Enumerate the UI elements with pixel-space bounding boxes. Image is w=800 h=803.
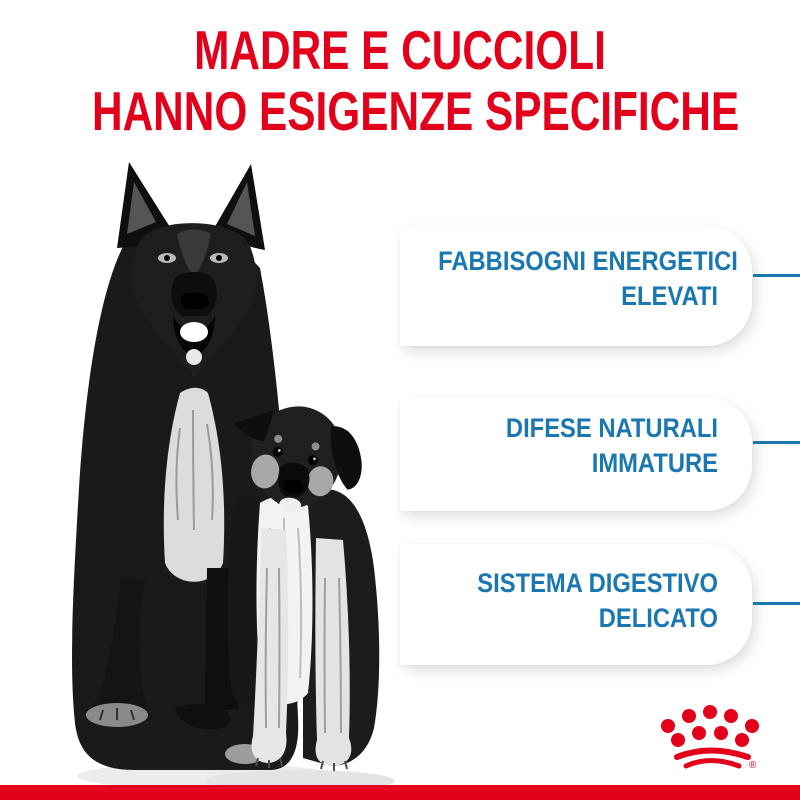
benefit-card-energy [400,226,752,346]
benefit-card-digestive [400,544,752,665]
benefit-digestive-line-2: DELICATO [598,603,718,633]
benefit-defences-line-2: IMMATURE [591,448,718,478]
benefit-connector-line-3 [753,602,800,605]
headline-line-1: MADRE E CUCCIOLI [194,19,606,81]
page-title [0,20,800,142]
registered-trademark: ® [749,760,757,771]
royal-canin-crown-icon [653,700,768,775]
headline-line-2: HANNO ESIGENZE SPECIFICHE [92,80,740,142]
benefit-connector-line-2 [753,441,800,444]
benefit-digestive-line-1: SISTEMA DIGESTIVO [477,568,718,598]
benefit-defences-line-1: DIFESE NATURALI [505,413,718,443]
benefit-connector-line-1 [753,274,800,277]
bottom-red-bar [0,785,800,800]
benefit-card-defences [400,397,752,511]
benefit-energy-line-2: ELEVATI [621,281,718,311]
benefit-energy-line-1: FABBISOGNI ENERGETICI [438,246,738,276]
mother-and-puppy-illustration [55,148,400,803]
